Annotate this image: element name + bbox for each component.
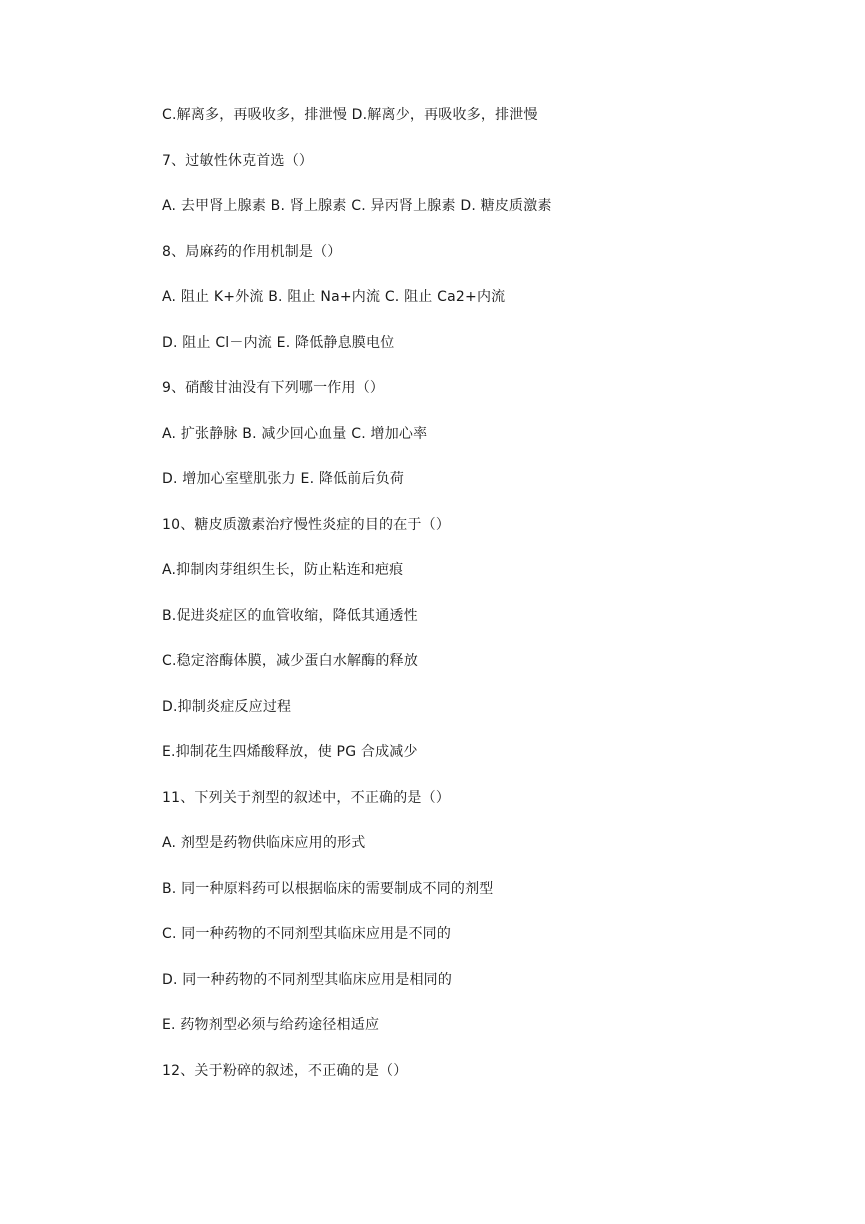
question-8-options-1: A. 阻止 K+外流 B. 阻止 Na+内流 C. 阻止 Ca2+内流 [162,289,506,305]
question-8-options-2: D. 阻止 Cl－内流 E. 降低静息膜电位 [162,335,395,351]
question-9-options-2: D. 增加心室壁肌张力 E. 降低前后负荷 [162,471,405,487]
question-11-option-e: E. 药物剂型必须与给药途径相适应 [162,1017,380,1033]
question-11-option-d: D. 同一种药物的不同剂型其临床应用是相同的 [162,972,453,988]
question-10-option-a: A.抑制肉芽组织生长，防止粘连和疤痕 [162,562,404,578]
question-11: 11、下列关于剂型的叙述中，不正确的是（） [162,790,451,806]
question-10-option-c: C.稳定溶酶体膜，减少蛋白水解酶的释放 [162,653,419,669]
question-10-option-b: B.促进炎症区的血管收缩，降低其通透性 [162,608,418,624]
question-11-option-c: C. 同一种药物的不同剂型其临床应用是不同的 [162,926,452,942]
question-11-option-b: B. 同一种原料药可以根据临床的需要制成不同的剂型 [162,881,494,897]
question-10: 10、糖皮质激素治疗慢性炎症的目的在于（） [162,517,451,533]
question-9-options-1: A. 扩张静脉 B. 减少回心血量 C. 增加心率 [162,426,428,442]
question-10-option-d: D.抑制炎症反应过程 [162,699,292,715]
question-11-option-a: A. 剂型是药物供临床应用的形式 [162,835,366,851]
question-8: 8、局麻药的作用机制是（） [162,244,342,260]
question-10-option-e: E.抑制花生四烯酸释放，使 PG 合成减少 [162,744,418,760]
question-7-options: A. 去甲肾上腺素 B. 肾上腺素 C. 异丙肾上腺素 D. 糖皮质激素 [162,198,552,214]
question-12: 12、关于粉碎的叙述，不正确的是（） [162,1063,408,1079]
answer-options-line: C.解离多，再吸收多，排泄慢 D.解离少，再吸收多，排泄慢 [162,107,538,123]
question-7: 7、过敏性休克首选（） [162,153,314,169]
question-9: 9、硝酸甘油没有下列哪一作用（） [162,380,385,396]
